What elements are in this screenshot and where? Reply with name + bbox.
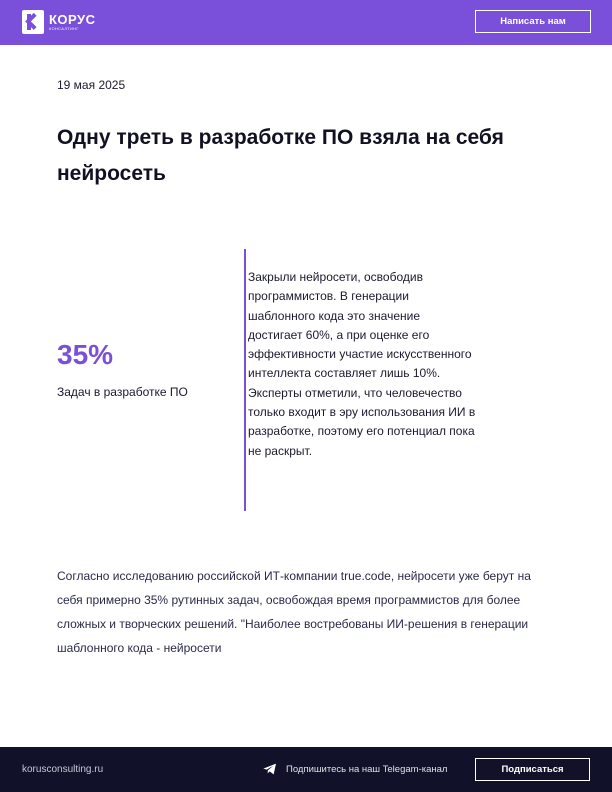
- logo-subtitle: КОНСАЛТИНГ: [49, 25, 79, 31]
- korus-logo[interactable]: [22, 10, 96, 34]
- korus-logo-icon: [22, 10, 44, 34]
- logo-name: КОРУС: [49, 11, 96, 27]
- quote-text: Закрыли нейросети, освободив программистов. В генерации шаблонного кода это значение достигает 60%, а при оценке его эффективности участие искусственного интеллекта составляет лишь 10%. Эксперты отметили, что человечество только входит в эру использования ИИ в разработке, поэтому его потенциал пока не раскрыт.: [248, 270, 476, 458]
- article-title: Одну треть в разработке ПО взяла на себя нейросеть: [57, 126, 504, 185]
- site-footer: [0, 747, 612, 792]
- contact-button[interactable]: Написать нам: [475, 10, 591, 33]
- site-header: [0, 0, 612, 45]
- telegram-link[interactable]: [262, 761, 447, 777]
- article-body: Согласно исследованию российской ИТ-компании true.code, нейросети уже берут на себя примерно 35% рутинных задач, освобождая время программистов для более сложных и творческих решений. "Наиболее востребованы ИИ-решения в генерации шаблонного кода - нейросети: [57, 569, 531, 655]
- telegram-icon: [262, 761, 278, 777]
- logo-text: [49, 13, 96, 32]
- telegram-text: Подпишитесь на наш Telegam-канал: [286, 763, 448, 775]
- quote-divider: [244, 249, 246, 511]
- article-date: 19 мая 2025: [57, 78, 126, 92]
- site-link[interactable]: korusconsulting.ru: [22, 764, 104, 775]
- stat-value: 35%: [57, 339, 114, 370]
- subscribe-button[interactable]: Подписаться: [475, 758, 590, 781]
- stat-label: Задач в разработке ПО: [57, 385, 188, 399]
